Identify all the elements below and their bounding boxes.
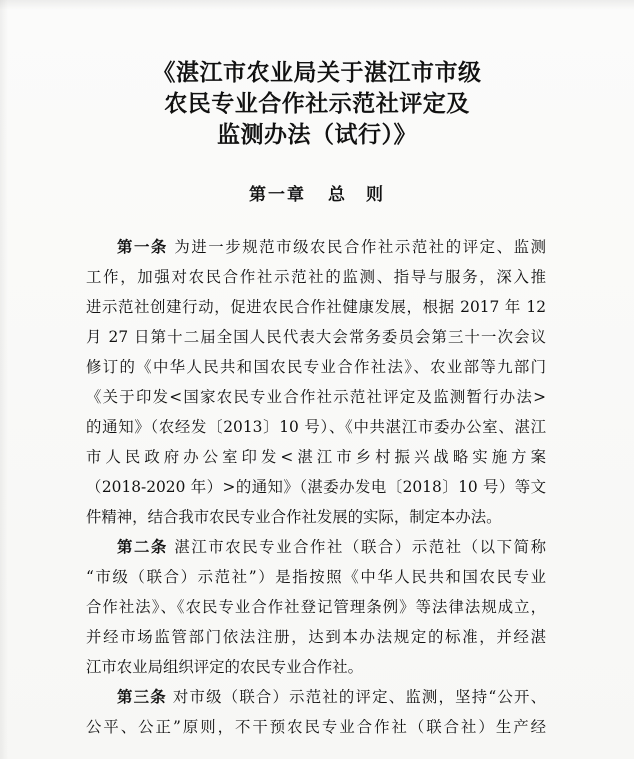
document-body — [86, 232, 546, 742]
article-line — [86, 682, 546, 712]
title-line: 农民专业合作社示范社评定及 — [164, 91, 470, 117]
article-label: 第三条 — [117, 688, 167, 706]
article-line: 江市农业局组织评定的农民专业合作社。 — [86, 658, 364, 676]
article-line: 件精神，结合我市农民专业合作社发展的实际，制定本办法。 — [86, 508, 502, 526]
article-line: 修订的《中华人民共和国农民专业合作社法》、农业部等九部门 — [86, 358, 546, 376]
article-text: 湛江市农民专业合作社（联合）示范社（以下简称 — [174, 538, 546, 556]
article-line: 月 27 日第十二届全国人民代表大会常务委员会第三十一次会议 — [86, 328, 546, 346]
article-3 — [86, 682, 546, 742]
article-line: 公平、公正”原则，不干预农民专业合作社（联合社）生产经 — [86, 718, 546, 736]
article-1 — [86, 232, 546, 532]
article-line — [86, 532, 546, 562]
article-text: 对市级（联合）示范社的评定、监测，坚持“公开、 — [172, 688, 546, 706]
article-line: 的通知》（农经发〔2013〕10 号）、《中共湛江市委办公室、湛江 — [86, 418, 546, 436]
article-line: 进示范社创建行动，促进农民合作社健康发展，根据 2017 年 12 — [86, 298, 546, 316]
title-line: 《湛江市农业局关于湛江市市级 — [152, 60, 482, 86]
article-line: 并经市场监管部门依法注册，达到本办法规定的标准，并经湛 — [86, 628, 546, 646]
article-line: 工作，加强对农民合作社示范社的监测、指导与服务，深入推 — [86, 268, 546, 286]
article-text: 为进一步规范市级农民合作社示范社的评定、监测 — [174, 238, 546, 256]
article-line: 市人民政府办公室印发<湛江市乡村振兴战略实施方案 — [86, 448, 546, 466]
article-line: （2018-2020 年）>的通知》（湛委办发电〔2018〕10 号）等文 — [86, 478, 546, 496]
title-line: 监测办法（试行）》 — [217, 122, 417, 148]
chapter-number: 第一章 — [249, 185, 306, 205]
chapter-heading — [0, 180, 634, 205]
article-line: “市级（联合）示范社”）是指按照《中华人民共和国农民专业 — [86, 568, 546, 586]
document-title — [0, 58, 634, 151]
article-line — [86, 232, 546, 262]
article-line: 合作社法》、《农民专业合作社登记管理条例》等法律法规成立， — [86, 598, 546, 616]
chapter-title: 总 则 — [328, 185, 385, 205]
article-label: 第二条 — [117, 538, 168, 556]
article-line: 《关于印发<国家农民专业合作社示范社评定及监测暂行办法> — [86, 388, 546, 406]
article-2 — [86, 532, 546, 682]
article-label: 第一条 — [117, 238, 168, 256]
scan-shadow-top — [0, 0, 634, 10]
